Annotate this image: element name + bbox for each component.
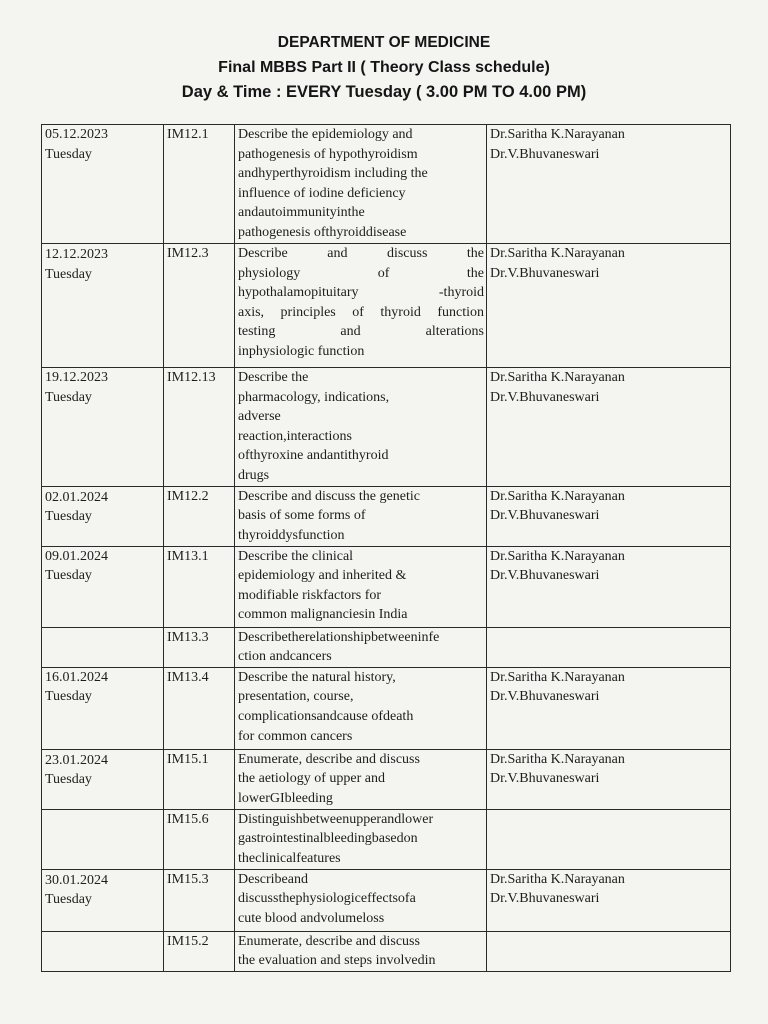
topic-cell: Enumerate, describe and discuss the evaluation and steps involvedin xyxy=(235,931,487,971)
topic-cell: Distinguishbetweenupperandlower gastrointestinalbleedingbasedon theclinicalfeatures xyxy=(235,809,487,869)
faculty-cell xyxy=(487,931,731,971)
table-row xyxy=(42,809,731,869)
faculty-cell: Dr.Saritha K.Narayanan Dr.V.Bhuvaneswari xyxy=(487,368,731,487)
date-cell: 23.01.2024 Tuesday xyxy=(42,749,164,809)
faculty-cell xyxy=(487,627,731,667)
topic-cell: Describe the natural history, presentation, course, complicationsandcause ofdeath for common cancers xyxy=(235,667,487,749)
faculty-cell xyxy=(487,809,731,869)
table-row xyxy=(42,749,731,809)
table-row xyxy=(42,368,731,487)
code-cell: IM13.3 xyxy=(164,627,235,667)
table-row xyxy=(42,869,731,931)
topic-cell: Describetherelationshipbetweeninfe ction andcancers xyxy=(235,627,487,667)
date-cell xyxy=(42,627,164,667)
code-cell: IM15.1 xyxy=(164,749,235,809)
table-row xyxy=(42,627,731,667)
date-cell xyxy=(42,809,164,869)
code-cell: IM15.3 xyxy=(164,869,235,931)
topic-cell: Describe the clinical epidemiology and inherited & modifiable riskfactors for common malignanciesin India xyxy=(235,546,487,627)
schedule-table xyxy=(41,124,731,972)
code-cell: IM12.1 xyxy=(164,125,235,244)
department-title: DEPARTMENT OF MEDICINE xyxy=(277,34,491,51)
table-row xyxy=(42,931,731,971)
date-cell: 30.01.2024 Tuesday xyxy=(42,869,164,931)
date-cell: 02.01.2024 Tuesday xyxy=(42,486,164,546)
date-cell: 05.12.2023 Tuesday xyxy=(42,125,164,244)
date-cell xyxy=(42,931,164,971)
timing-line: Day & Time : EVERY Tuesday ( 3.00 PM TO 4.00 PM) xyxy=(181,83,587,101)
code-cell: IM13.4 xyxy=(164,667,235,749)
faculty-cell: Dr.Saritha K.Narayanan Dr.V.Bhuvaneswari xyxy=(487,125,731,244)
course-title: Final MBBS Part II ( Theory Class schedule) xyxy=(218,59,550,76)
date-cell: 09.01.2024 Tuesday xyxy=(42,546,164,627)
topic-cell: Enumerate, describe and discuss the aetiology of upper and lowerGIbleeding xyxy=(235,749,487,809)
code-cell: IM15.6 xyxy=(164,809,235,869)
table-row xyxy=(42,486,731,546)
code-cell: IM12.13 xyxy=(164,368,235,487)
table-row xyxy=(42,125,731,244)
topic-cell: Describe the epidemiology and pathogenesis of hypothyroidism andhyperthyroidism including the influence of iodine deficiency andautoimmunityinthe pathogenesis ofthyroiddisease xyxy=(235,125,487,244)
faculty-cell: Dr.Saritha K.Narayanan Dr.V.Bhuvaneswari xyxy=(487,546,731,627)
table-row xyxy=(42,244,731,368)
topic-cell: Describe and discuss the physiology of the hypothalamopituitary -thyroid axis, principles of thyroid function testing and alterations inphysiologic function xyxy=(235,244,487,368)
faculty-cell: Dr.Saritha K.Narayanan Dr.V.Bhuvaneswari xyxy=(487,749,731,809)
code-cell: IM12.3 xyxy=(164,244,235,368)
date-cell: 12.12.2023 Tuesday xyxy=(42,244,164,368)
code-cell: IM15.2 xyxy=(164,931,235,971)
faculty-cell: Dr.Saritha K.Narayanan Dr.V.Bhuvaneswari xyxy=(487,486,731,546)
code-cell: IM13.1 xyxy=(164,546,235,627)
table-row xyxy=(42,667,731,749)
faculty-cell: Dr.Saritha K.Narayanan Dr.V.Bhuvaneswari xyxy=(487,244,731,368)
topic-cell: Describe and discuss the genetic basis of some forms of thyroiddysfunction xyxy=(235,486,487,546)
faculty-cell: Dr.Saritha K.Narayanan Dr.V.Bhuvaneswari xyxy=(487,869,731,931)
date-cell: 19.12.2023 Tuesday xyxy=(42,368,164,487)
page-header xyxy=(0,30,768,105)
code-cell: IM12.2 xyxy=(164,486,235,546)
topic-cell: Describeand discussthephysiologiceffectsofa cute blood andvolumeloss xyxy=(235,869,487,931)
faculty-cell: Dr.Saritha K.Narayanan Dr.V.Bhuvaneswari xyxy=(487,667,731,749)
table-row xyxy=(42,546,731,627)
topic-cell: Describe the pharmacology, indications, adverse reaction,interactions ofthyroxine andantithyroid drugs xyxy=(235,368,487,487)
date-cell: 16.01.2024 Tuesday xyxy=(42,667,164,749)
